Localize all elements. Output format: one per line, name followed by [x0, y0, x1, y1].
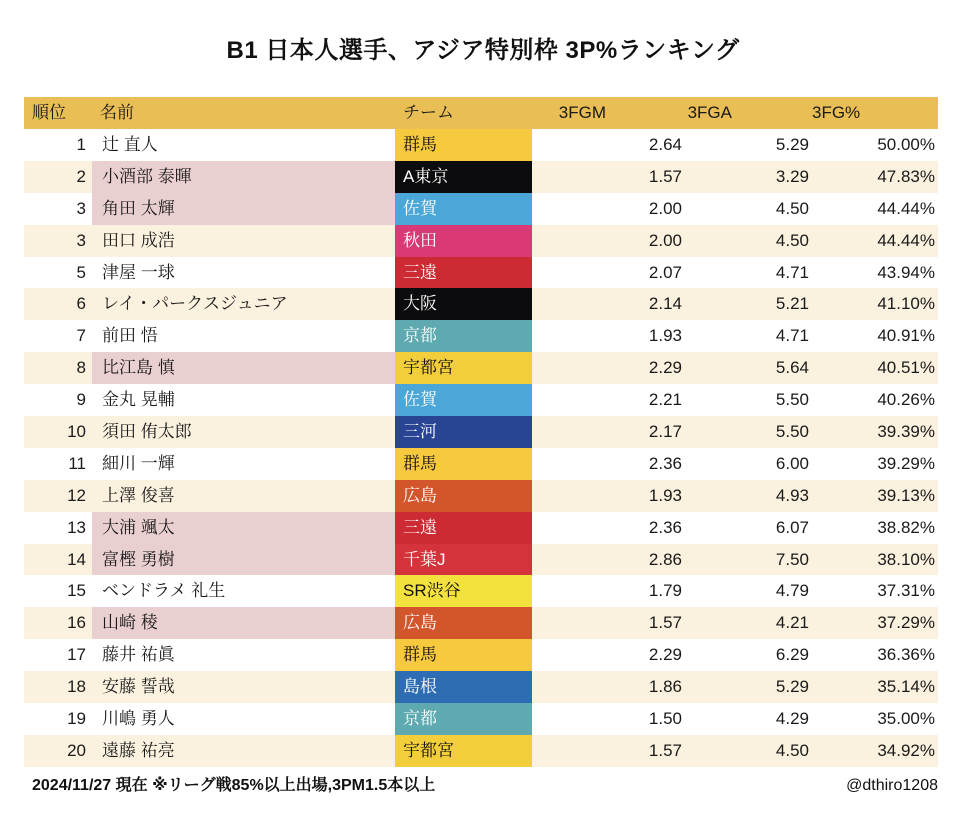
- rank-cell: 3: [76, 198, 86, 218]
- rank-cell: 8: [76, 358, 86, 378]
- rank-cell: 1: [76, 135, 86, 154]
- fga-cell: 4.50: [775, 198, 809, 218]
- rank-cell: 20: [67, 740, 86, 760]
- fgpct-cell: 43.94%: [877, 262, 935, 282]
- fgm-cell: 1.57: [648, 613, 682, 633]
- fga-cell: 7.50: [775, 549, 809, 569]
- fgpct-cell: 39.29%: [877, 453, 935, 473]
- fgpct-cell: 34.92%: [877, 740, 935, 760]
- fgm-cell: 1.50: [648, 709, 682, 729]
- table-row: [24, 544, 938, 576]
- player-name-cell: 須田 侑太郎: [102, 422, 192, 442]
- fga-cell: 5.21: [775, 294, 809, 314]
- team-badge: SR渋谷: [395, 575, 532, 607]
- rank-cell: 11: [68, 453, 86, 473]
- player-name-cell: 藤井 祐眞: [102, 645, 175, 665]
- table-row: [24, 225, 938, 257]
- header-name: 名前: [100, 103, 134, 122]
- team-badge: 京都: [395, 703, 532, 735]
- player-name-cell: ベンドラメ 礼生: [102, 581, 226, 601]
- header-3fgpct: 3FG%: [812, 103, 861, 122]
- fgm-cell: 1.93: [648, 485, 682, 505]
- player-name-cell: 田口 成浩: [102, 230, 175, 250]
- player-name-cell: 上澤 俊喜: [102, 485, 175, 505]
- fgm-cell: 2.00: [648, 198, 682, 218]
- fgm-cell: 2.36: [648, 517, 682, 537]
- rank-cell: 13: [67, 517, 86, 537]
- table-row: [24, 512, 938, 544]
- team-badge: 京都: [395, 320, 532, 352]
- fgm-cell: 2.00: [648, 230, 682, 250]
- rank-cell: 18: [67, 677, 86, 697]
- rank-cell: 7: [76, 326, 86, 346]
- fga-cell: 4.50: [775, 740, 809, 760]
- fgm-cell: 1.57: [648, 740, 682, 760]
- fga-cell: 6.07: [775, 517, 809, 537]
- team-badge: 群馬: [395, 639, 532, 671]
- team-badge: 三遠: [395, 512, 532, 544]
- table-row: [24, 448, 938, 480]
- table-row: [24, 639, 938, 671]
- header-team: チーム: [403, 103, 454, 122]
- fga-cell: 5.50: [775, 390, 809, 410]
- fga-cell: 4.79: [775, 581, 809, 601]
- fga-cell: 4.71: [775, 262, 809, 282]
- fgpct-cell: 37.29%: [877, 613, 935, 633]
- fga-cell: 5.29: [775, 677, 809, 697]
- fga-cell: 4.50: [775, 230, 809, 250]
- header-3fga: 3FGA: [687, 103, 732, 122]
- fgpct-cell: 38.82%: [877, 517, 935, 537]
- fgpct-cell: 40.91%: [877, 326, 935, 346]
- player-name-cell: 前田 悟: [102, 326, 158, 346]
- table-row: [24, 161, 938, 193]
- fga-cell: 5.29: [775, 135, 809, 154]
- player-name-cell: 細川 一輝: [102, 453, 175, 473]
- footer-note: 2024/11/27 現在 ※リーグ戦85%以上出場,3PM1.5本以上: [32, 777, 436, 794]
- fgpct-cell: 35.14%: [877, 677, 935, 697]
- fgpct-cell: 37.31%: [877, 581, 935, 601]
- player-name-cell: 山崎 稜: [92, 607, 395, 639]
- rank-cell: 15: [67, 581, 86, 601]
- player-name-cell: 大浦 颯太: [92, 512, 395, 544]
- fgm-cell: 2.64: [648, 135, 682, 154]
- team-badge: 三河: [395, 416, 532, 448]
- fga-cell: 3.29: [775, 166, 809, 186]
- player-name-cell: 比江島 慎: [92, 352, 395, 384]
- table-row: [24, 416, 938, 448]
- rank-cell: 9: [76, 390, 86, 410]
- rank-cell: 17: [67, 645, 86, 665]
- table-row: [24, 480, 938, 512]
- fgpct-cell: 41.10%: [877, 294, 935, 314]
- player-name-cell: 川嶋 勇人: [102, 709, 175, 729]
- fga-cell: 4.21: [775, 613, 809, 633]
- fgm-cell: 2.36: [648, 453, 682, 473]
- team-badge: 宇都宮: [395, 352, 532, 384]
- page-title: B1 日本人選手、アジア特別枠 3P%ランキング: [226, 37, 740, 64]
- team-badge: 佐賀: [395, 384, 532, 416]
- rank-cell: 16: [67, 613, 86, 633]
- table-row: [24, 288, 938, 320]
- team-badge: 広島: [395, 480, 532, 512]
- fga-cell: 6.29: [775, 645, 809, 665]
- ranking-table: [24, 97, 938, 767]
- fgm-cell: 1.93: [648, 326, 682, 346]
- table-row: [24, 129, 938, 161]
- table-row: [24, 671, 938, 703]
- table-row: [24, 257, 938, 289]
- fga-cell: 4.71: [775, 326, 809, 346]
- rank-cell: 3: [76, 230, 86, 250]
- fgm-cell: 1.57: [648, 166, 682, 186]
- fga-cell: 4.93: [775, 485, 809, 505]
- table-row: [24, 352, 938, 384]
- team-badge: 大阪: [395, 288, 532, 320]
- rank-cell: 10: [67, 422, 86, 442]
- fgm-cell: 1.79: [648, 581, 682, 601]
- rank-cell: 6: [76, 294, 86, 314]
- table-row: [24, 735, 938, 767]
- fgpct-cell: 39.39%: [877, 422, 935, 442]
- fgm-cell: 2.14: [648, 294, 682, 314]
- fgm-cell: 2.17: [648, 422, 682, 442]
- table-row: [24, 193, 938, 225]
- player-name-cell: 辻 直人: [102, 135, 158, 154]
- rank-cell: 12: [67, 485, 86, 505]
- player-name-cell: 角田 太輝: [92, 193, 395, 225]
- player-name-cell: 金丸 晃輔: [102, 390, 175, 410]
- player-name-cell: 富樫 勇樹: [92, 544, 395, 576]
- team-badge: 宇都宮: [395, 735, 532, 767]
- team-badge: 島根: [395, 671, 532, 703]
- fgpct-cell: 38.10%: [877, 549, 935, 569]
- team-badge: A東京: [395, 161, 532, 193]
- footer-credit: @dthiro1208: [846, 777, 938, 794]
- fga-cell: 6.00: [775, 453, 809, 473]
- rank-cell: 5: [76, 262, 86, 282]
- team-badge: 広島: [395, 607, 532, 639]
- rank-cell: 2: [76, 166, 86, 186]
- fgpct-cell: 44.44%: [877, 230, 935, 250]
- fgm-cell: 2.07: [648, 262, 682, 282]
- player-name-cell: レイ・パークスジュニア: [102, 294, 288, 314]
- fgpct-cell: 47.83%: [877, 166, 935, 186]
- table-row: [24, 703, 938, 735]
- fgpct-cell: 40.51%: [877, 358, 935, 378]
- fga-cell: 4.29: [775, 709, 809, 729]
- player-name-cell: 小酒部 泰暉: [92, 161, 395, 193]
- table-body: [24, 129, 938, 767]
- table-row: [24, 384, 938, 416]
- team-badge: 群馬: [395, 448, 532, 480]
- table-row: [24, 320, 938, 352]
- team-badge: 三遠: [395, 257, 532, 289]
- fga-cell: 5.50: [775, 422, 809, 442]
- fgpct-cell: 36.36%: [877, 645, 935, 665]
- fgpct-cell: 50.00%: [877, 135, 935, 154]
- team-badge: 群馬: [395, 129, 532, 161]
- rank-cell: 19: [67, 709, 86, 729]
- table-row: [24, 575, 938, 607]
- team-badge: 千葉J: [395, 544, 532, 576]
- fgm-cell: 2.29: [648, 645, 682, 665]
- fgpct-cell: 39.13%: [877, 485, 935, 505]
- fgm-cell: 2.21: [648, 390, 682, 410]
- fgpct-cell: 35.00%: [877, 709, 935, 729]
- fgm-cell: 2.86: [648, 549, 682, 569]
- player-name-cell: 津屋 一球: [102, 262, 175, 282]
- fgm-cell: 2.29: [648, 358, 682, 378]
- footer: [24, 772, 938, 795]
- header-rank: 順位: [32, 103, 66, 122]
- player-name-cell: 遠藤 祐亮: [102, 740, 175, 760]
- rank-cell: 14: [67, 549, 86, 569]
- fgpct-cell: 40.26%: [877, 390, 935, 410]
- fgpct-cell: 44.44%: [877, 198, 935, 218]
- table-row: [24, 607, 938, 639]
- team-badge: 秋田: [395, 225, 532, 257]
- fgm-cell: 1.86: [648, 677, 682, 697]
- fga-cell: 5.64: [775, 358, 809, 378]
- table-header-row: [24, 97, 938, 129]
- team-badge: 佐賀: [395, 193, 532, 225]
- header-3fgm: 3FGM: [558, 103, 606, 122]
- player-name-cell: 安藤 誓哉: [102, 677, 175, 697]
